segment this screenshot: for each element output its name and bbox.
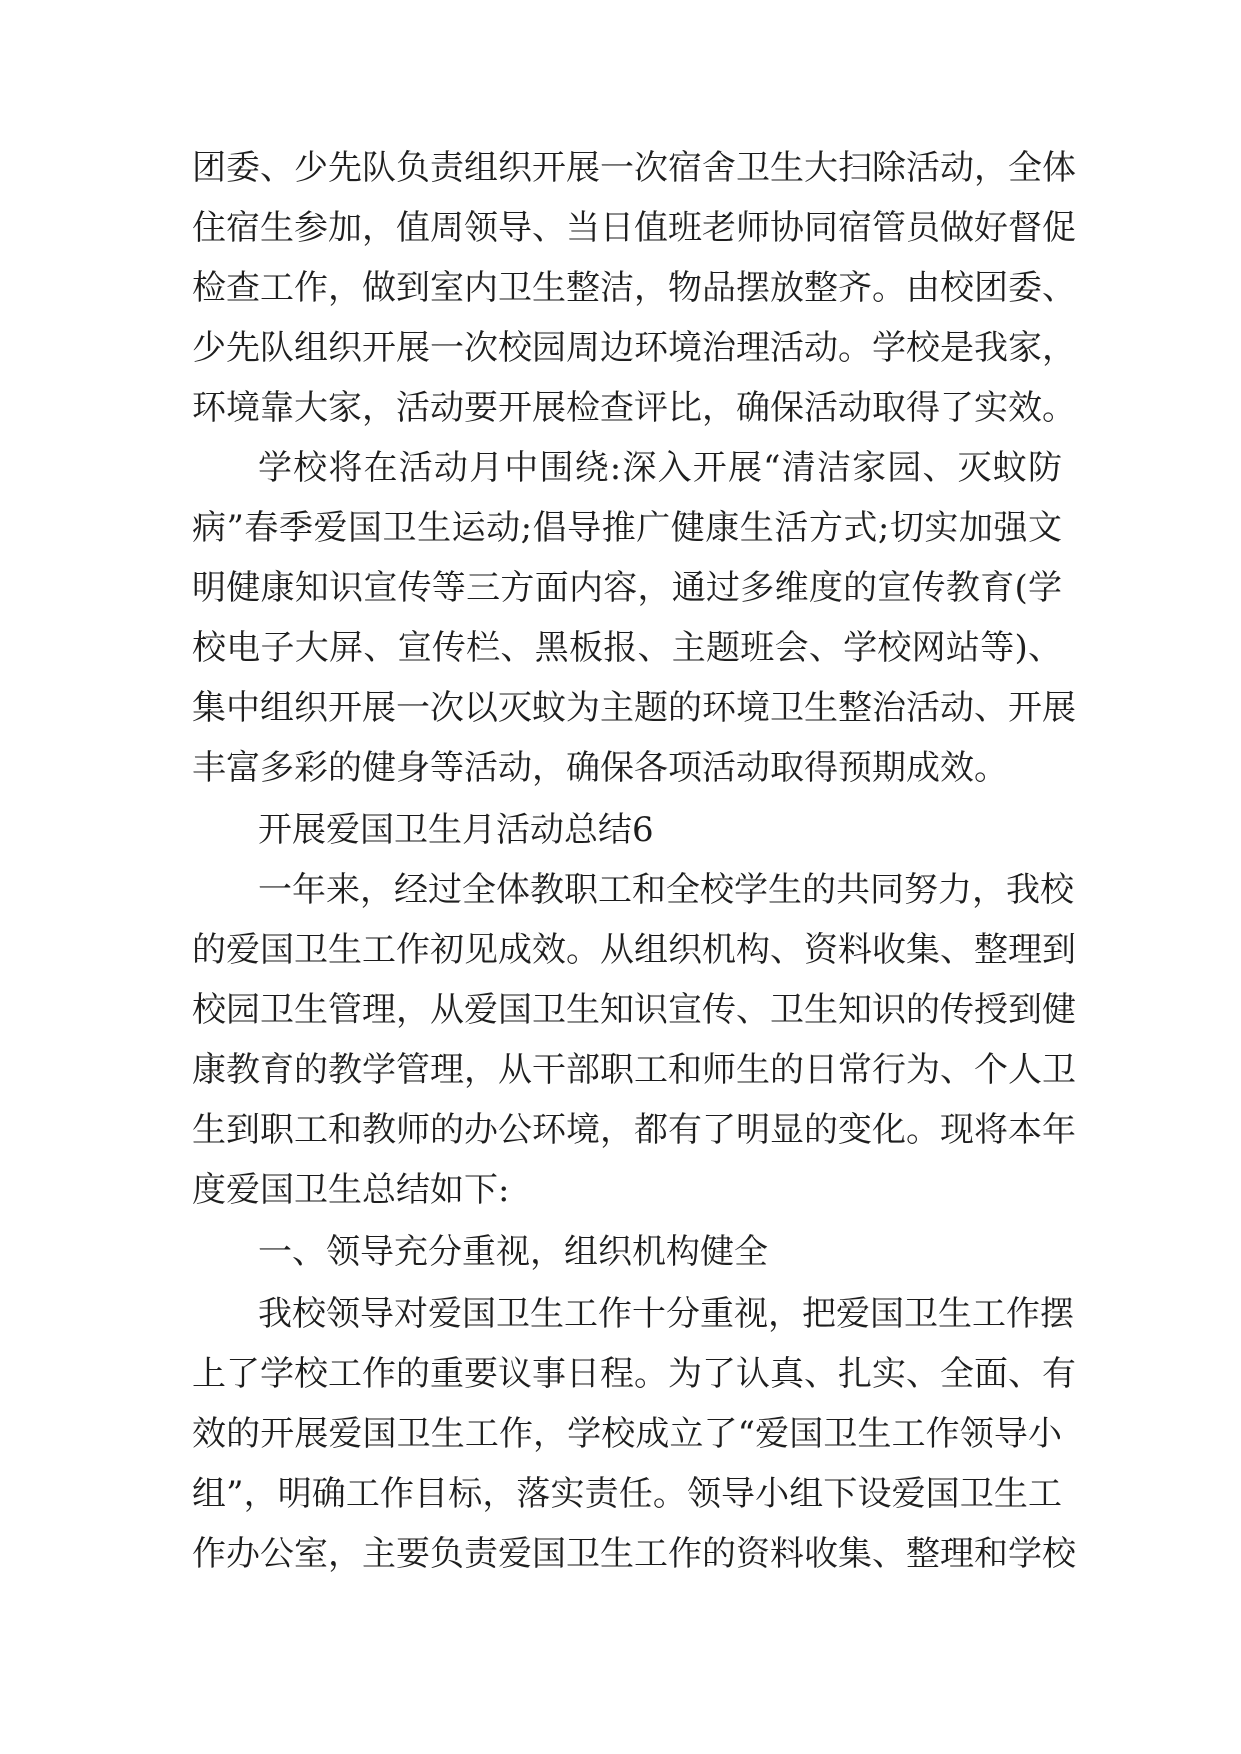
paragraph-line: 少先队组织开展一次校园周边环境治理活动。学校是我家， — [192, 328, 1076, 368]
paragraph-line: 效的开展爱国卫生工作，学校成立了“爱国卫生工作领导小 — [192, 1414, 1062, 1454]
paragraph-line: 生到职工和教师的办公环境，都有了明显的变化。现将本年 — [192, 1110, 1076, 1150]
paragraph-line: 住宿生参加，值周领导、当日值班老师协同宿管员做好督促 — [192, 208, 1076, 248]
paragraph-line: 校电子大屏、宣传栏、黑板报、主题班会、学校网站等)、 — [192, 628, 1062, 668]
section-heading: 一、领导充分重视，组织机构健全 — [258, 1232, 768, 1272]
paragraph-line: 组”，明确工作目标，落实责任。领导小组下设爱国卫生工 — [192, 1474, 1062, 1514]
paragraph-line: 作办公室，主要负责爱国卫生工作的资料收集、整理和学校 — [192, 1534, 1076, 1574]
paragraph-line: 集中组织开展一次以灭蚊为主题的环境卫生整治活动、开展 — [192, 688, 1076, 728]
paragraph-line: 明健康知识宣传等三方面内容，通过多维度的宣传教育(学 — [192, 568, 1062, 608]
paragraph-line: 我校领导对爱国卫生工作十分重视，把爱国卫生工作摆 — [258, 1294, 1074, 1334]
section-title: 开展爱国卫生月活动总结6 — [258, 810, 654, 850]
paragraph-line: 团委、少先队负责组织开展一次宿舍卫生大扫除活动，全体 — [192, 148, 1076, 188]
paragraph-line: 一年来，经过全体教职工和全校学生的共同努力，我校 — [258, 870, 1074, 910]
paragraph-line: 病”春季爱国卫生运动;倡导推广健康生活方式;切实加强文 — [192, 508, 1062, 548]
paragraph-line: 学校将在活动月中围绕:深入开展“清洁家园、灭蚊防 — [258, 448, 1062, 488]
paragraph-line: 校园卫生管理，从爱国卫生知识宣传、卫生知识的传授到健 — [192, 990, 1076, 1030]
paragraph-line: 上了学校工作的重要议事日程。为了认真、扎实、全面、有 — [192, 1354, 1076, 1394]
paragraph-line: 丰富多彩的健身等活动，确保各项活动取得预期成效。 — [192, 748, 1008, 788]
paragraph-line: 检查工作，做到室内卫生整洁，物品摆放整齐。由校团委、 — [192, 268, 1076, 308]
paragraph-line: 的爱国卫生工作初见成效。从组织机构、资料收集、整理到 — [192, 930, 1076, 970]
paragraph-line: 度爱国卫生总结如下: — [192, 1170, 510, 1210]
paragraph-line: 环境靠大家，活动要开展检查评比，确保活动取得了实效。 — [192, 388, 1076, 428]
paragraph-line: 康教育的教学管理，从干部职工和师生的日常行为、个人卫 — [192, 1050, 1076, 1090]
